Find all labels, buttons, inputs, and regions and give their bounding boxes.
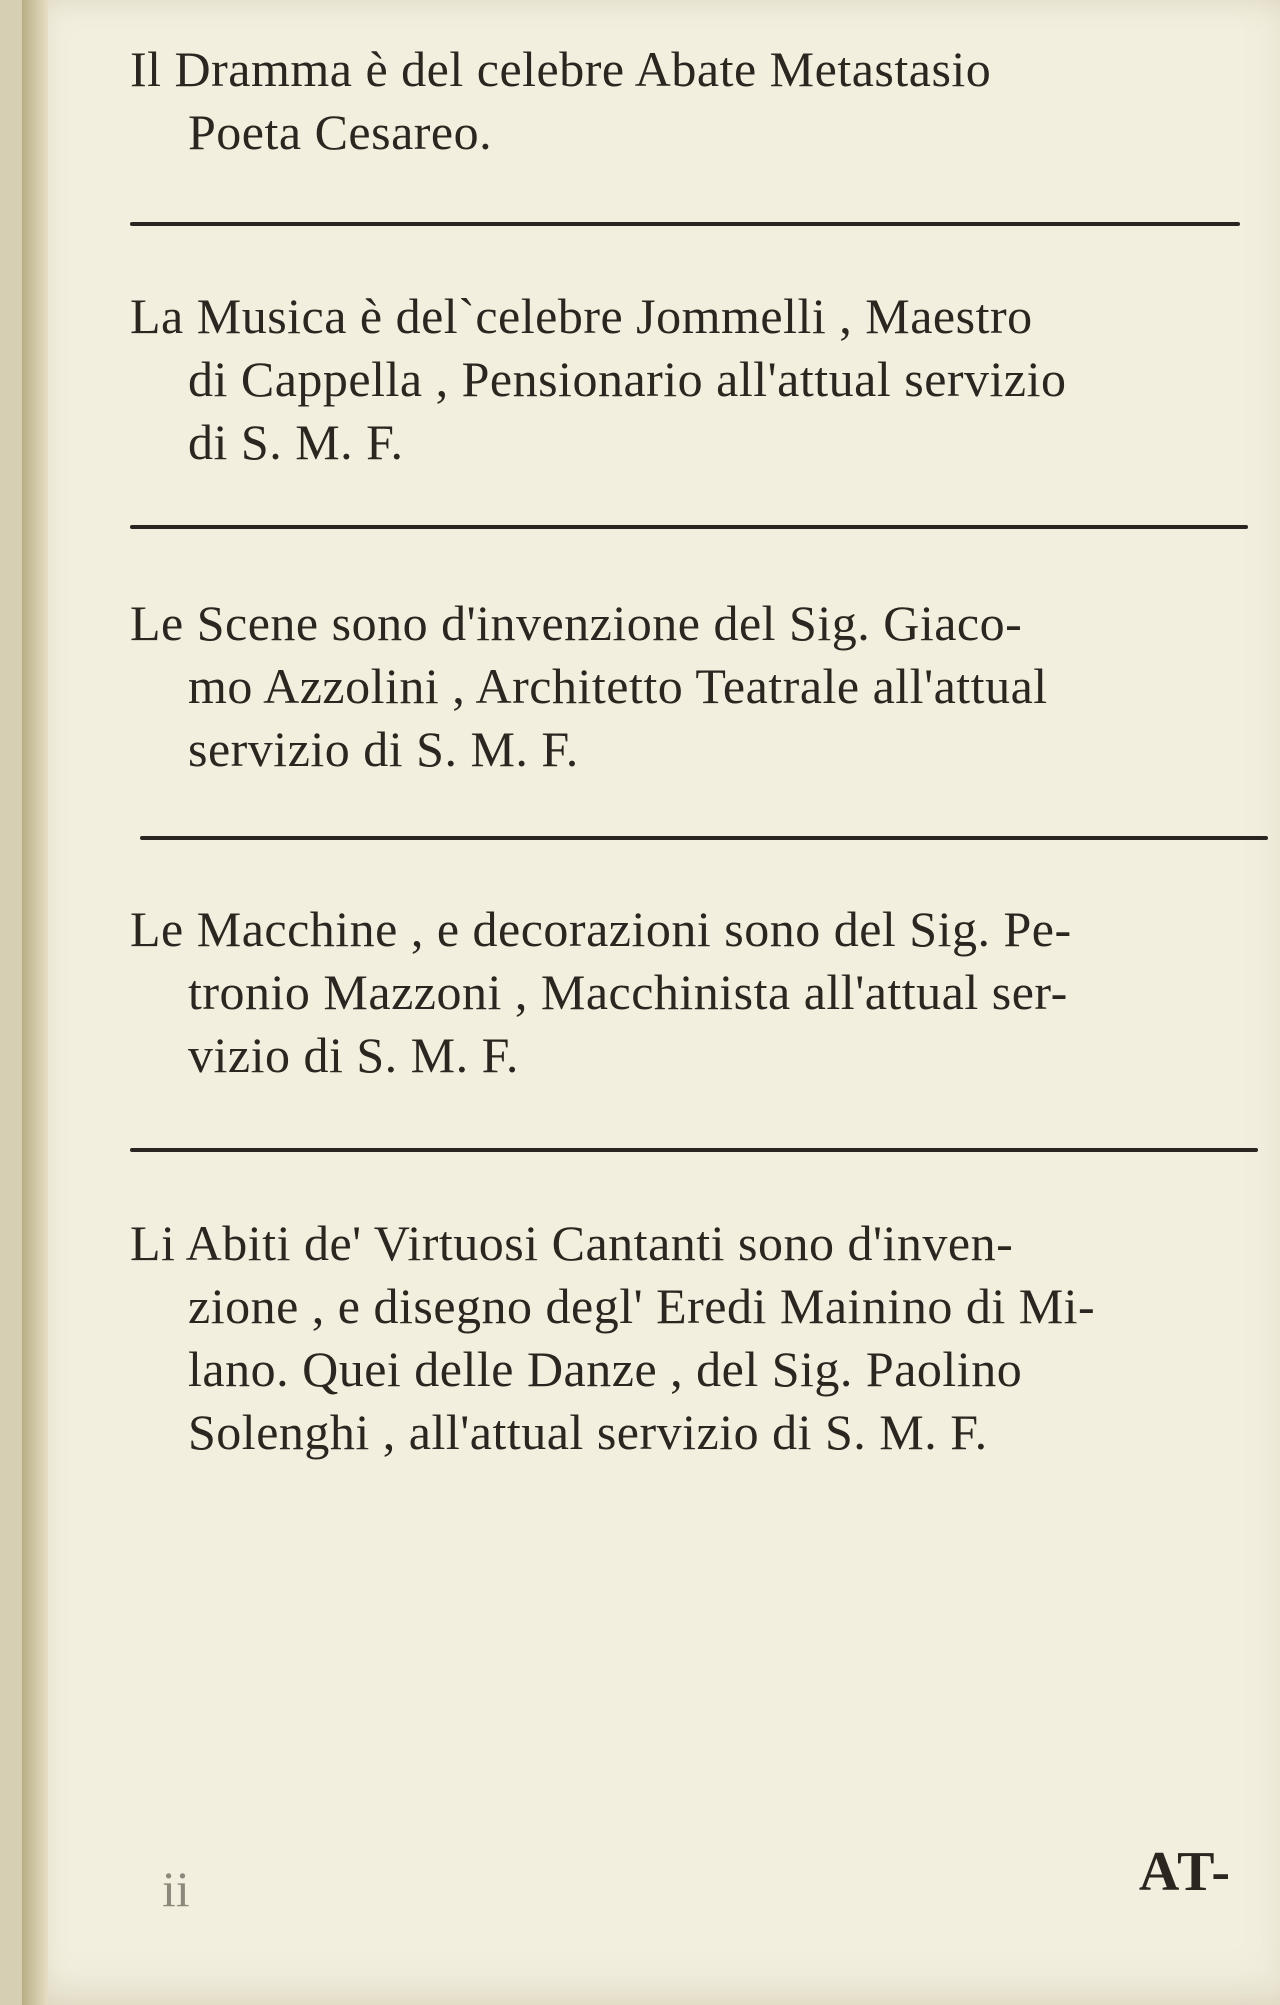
paragraph-musica (130, 285, 1270, 474)
text-line: Le Macchine , e decorazioni sono del Sig. Pe- (130, 901, 1072, 957)
text-line: Poeta Cesareo. (188, 104, 493, 160)
signature-mark: ii (162, 1861, 190, 1917)
paragraph-macchine (130, 898, 1270, 1087)
paragraph-abiti (130, 1212, 1270, 1464)
text-line: tronio Mazzoni , Macchinista all'attual ser- (188, 964, 1068, 1020)
text-line: di S. M. F. (188, 414, 404, 470)
text-line: La Musica è del`celebre Jommelli , Maestro (130, 288, 1033, 344)
book-page (22, 0, 1280, 2005)
binding-shadow (22, 0, 48, 2005)
catchword: AT- (1138, 1841, 1232, 1903)
text-line: Il Dramma è del celebre Abate Metastasio (130, 41, 992, 97)
paragraph-dramma (130, 38, 1270, 164)
text-line: zione , e disegno degl' Eredi Mainino di Mi- (188, 1278, 1096, 1334)
text-line: mo Azzolini , Architetto Teatrale all'attual (188, 658, 1048, 714)
divider-rule (140, 836, 1268, 840)
divider-rule (130, 525, 1248, 529)
divider-rule (130, 1148, 1258, 1152)
text-line: vizio di S. M. F. (188, 1027, 519, 1083)
text-line: servizio di S. M. F. (188, 721, 579, 777)
text-line: Li Abiti de' Virtuosi Cantanti sono d'inven- (130, 1215, 1014, 1271)
text-line: Solenghi , all'attual servizio di S. M. F. (188, 1404, 988, 1460)
divider-rule (130, 222, 1240, 226)
paragraph-scene (130, 592, 1270, 781)
text-line: lano. Quei delle Danze , del Sig. Paolino (188, 1341, 1023, 1397)
text-line: Le Scene sono d'invenzione del Sig. Giaco- (130, 595, 1023, 651)
text-line: di Cappella , Pensionario all'attual servizio (188, 351, 1067, 407)
